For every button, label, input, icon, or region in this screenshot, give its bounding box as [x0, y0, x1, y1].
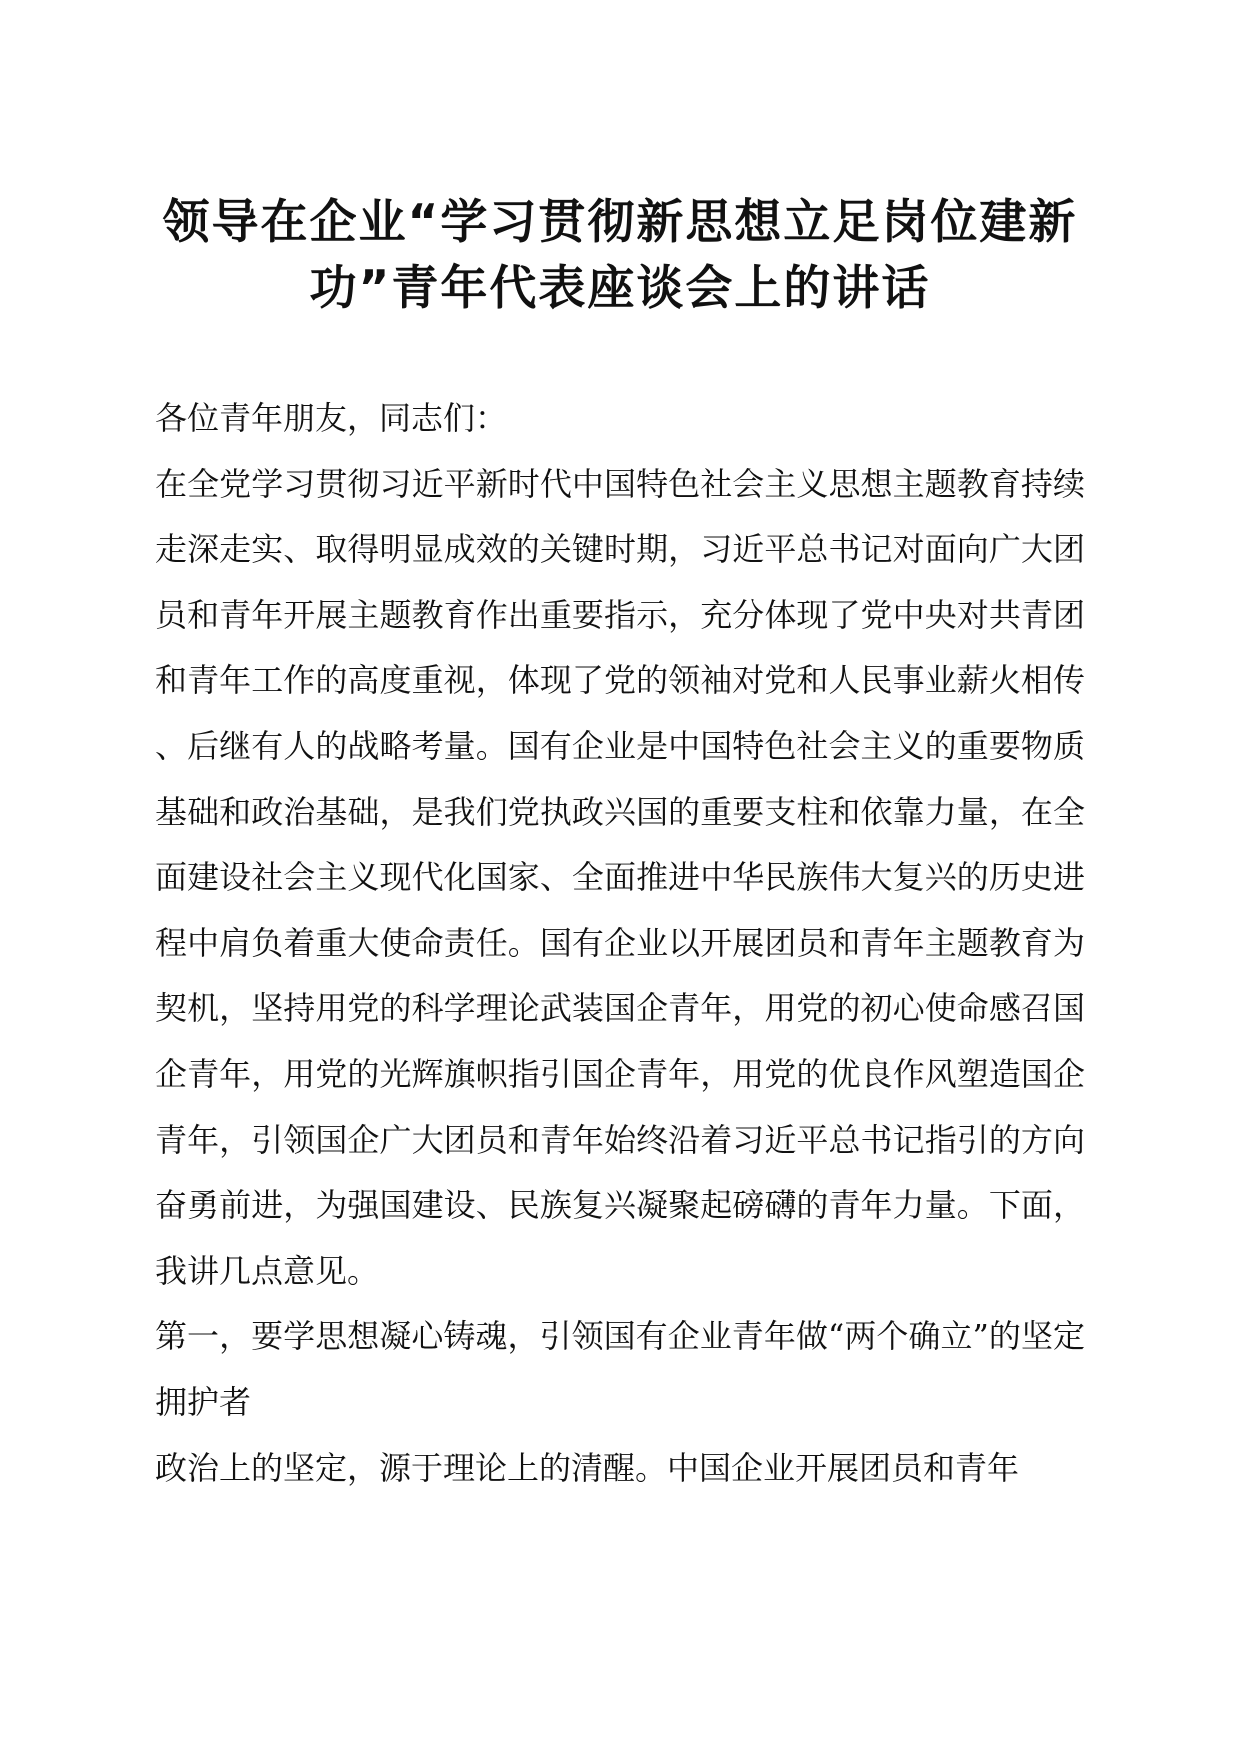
section-1-heading: 第一，要学思想凝心铸魂，引领国有企业青年做“两个确立”的坚定拥护者: [155, 1317, 1085, 1421]
greeting: 各位青年朋友，同志们：: [155, 399, 508, 437]
section-1-paragraph: 政治上的坚定，源于理论上的清醒。中国企业开展团员和青年: [155, 1448, 1020, 1487]
document-body: [155, 386, 1085, 1501]
document-title: 领导在企业“学习贯彻新思想立足岗位建新功”青年代表座谈会上的讲话: [162, 195, 1078, 316]
intro-paragraph: 在全党学习贯彻习近平新时代中国特色社会主义思想主题教育持续走深走实、取得明显成效的关键时期，习近平总书记对面向广大团员和青年开展主题教育作出重要指示，充分体现了党中央对共青团和青年工作的高度重视，体现了党的领袖对党和人民事业薪火相传、后继有人的战略考量。国有企业是中国特色社会主义的重要物质基础和政治基础，是我们党执政兴国的重要支柱和依靠力量，在全面建设社会主义现代化国家、全面推进中华民族伟大复兴的历史进程中肩负着重大使命责任。国有企业以开展团员和青年主题教育为契机，坚持用党的科学理论武装国企青年，用党的初心使命感召国企青年，用党的光辉旗帜指引国企青年，用党的优良作风塑造国企青年，引领国企广大团员和青年始终沿着习近平总书记指引的方向奋勇前进，为强国建设、民族复兴凝聚起磅礴的青年力量。下面，我讲几点意见。: [155, 464, 1085, 1290]
